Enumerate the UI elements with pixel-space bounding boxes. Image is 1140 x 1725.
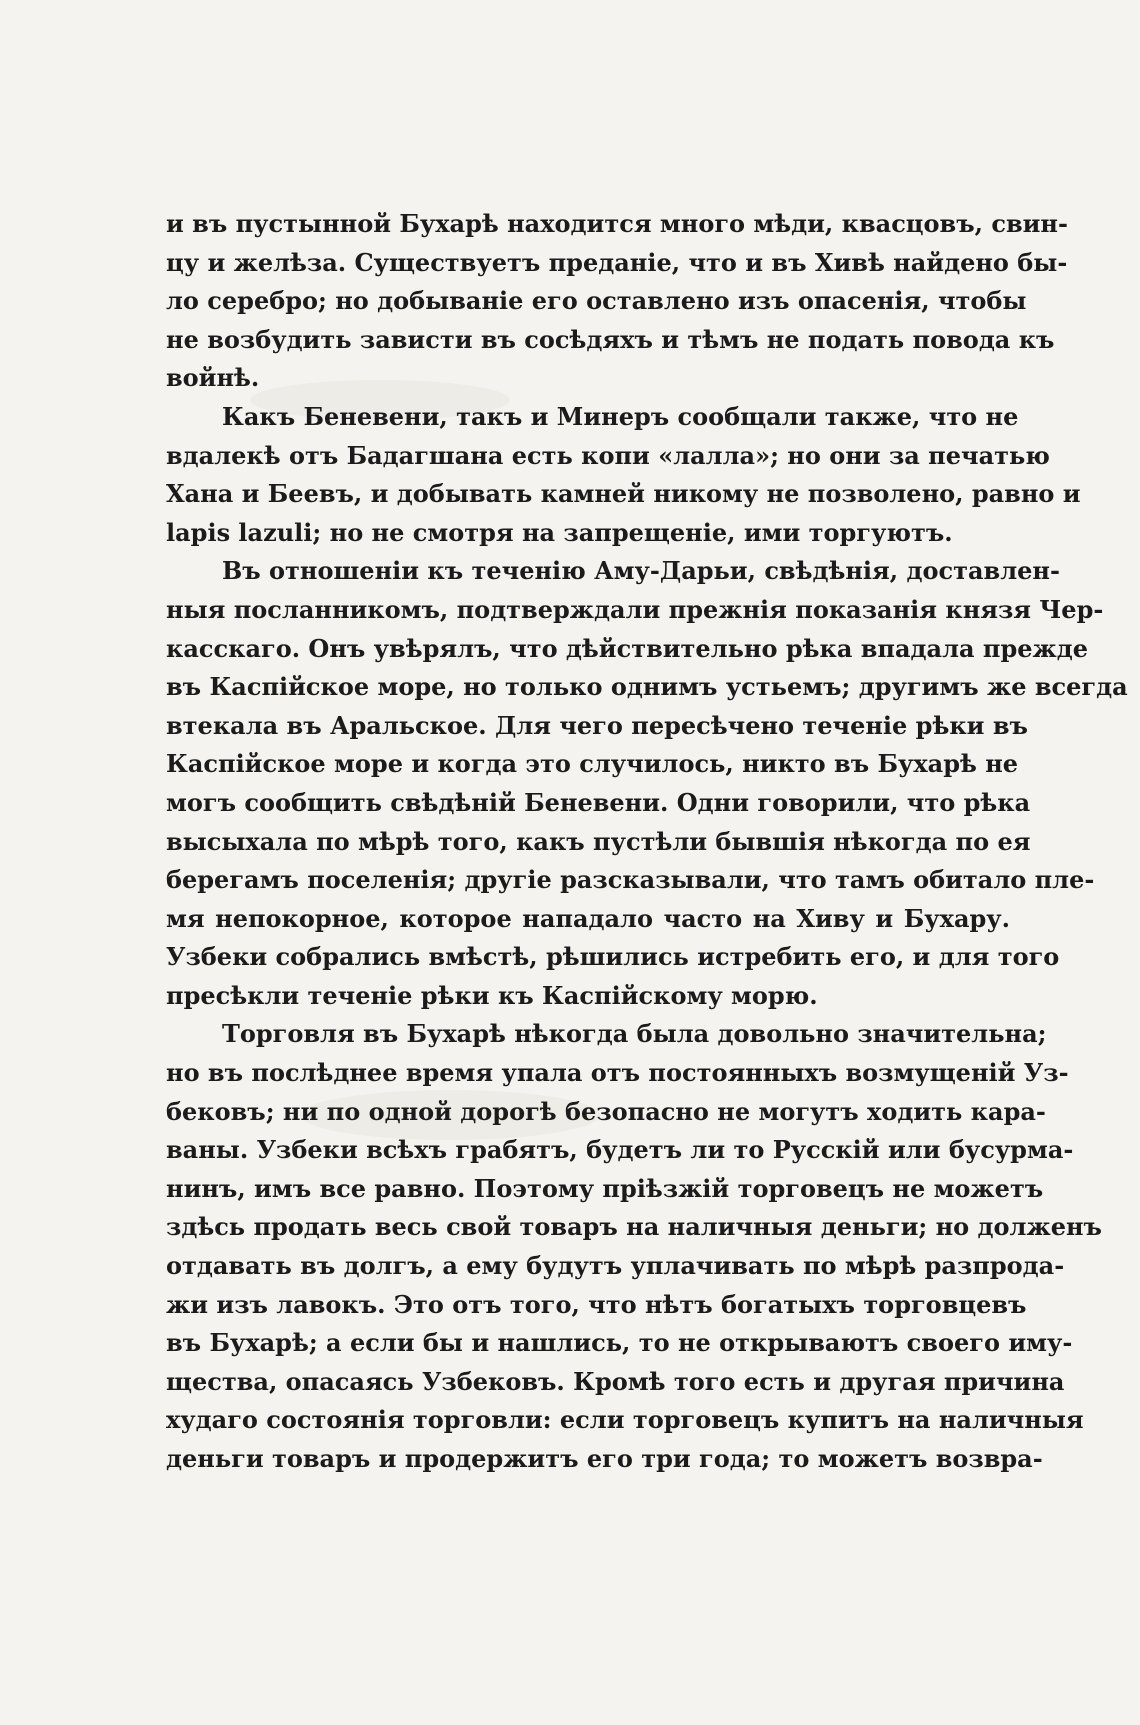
paragraph [166, 205, 1068, 398]
text-line: ваны. Узбеки всѣхъ грабятъ, будетъ ли то Русскій или бусурма- [166, 1135, 1074, 1165]
text-line: могъ сообщить свѣдѣній Беневени. Одни говорили, что рѣка [166, 787, 1031, 817]
text-line: въ Каспійское море, но только однимъ устьемъ; другимъ же всегда [166, 672, 1128, 702]
text-line: жи изъ лавокъ. Это отъ того, что нѣтъ богатыхъ торговцевъ [166, 1289, 1027, 1319]
text-line: худаго состоянія торговли: если торговецъ купитъ на наличныя [166, 1405, 1084, 1435]
text-line: цу и желѣза. Существуетъ преданіе, что и въ Хивѣ найдено бы- [166, 247, 1068, 277]
text-line: Хана и Беевъ, и добывать камней никому не позволено, равно и [166, 479, 1081, 509]
text-line: нинъ, имъ все равно. Поэтому пріѣзжій торговецъ не можетъ [166, 1173, 1044, 1203]
text-line: бековъ; ни по одной дорогѣ безопасно не могутъ ходить кара- [166, 1096, 1046, 1126]
text-line: и въ пустынной Бухарѣ находится много мѣди, квасцовъ, свин- [166, 209, 1068, 238]
text-line: въ Бухарѣ; а если бы и нашлись, то не открываютъ своего иму- [166, 1328, 1073, 1358]
text-line: здѣсь продать весь свой товаръ на наличныя деньги; но долженъ [166, 1212, 1102, 1242]
paragraph [166, 398, 1081, 552]
text-line: деньги товаръ и продержитъ его три года; то можетъ возвра- [166, 1444, 1043, 1473]
text-line: ло серебро; но добываніе его оставлено изъ опасенія, чтобы [166, 286, 1027, 316]
text-line: но въ послѣднее время упала отъ постоянныхъ возмущеній Уз- [166, 1058, 1069, 1088]
text-line: отдавать въ долгъ, а ему будутъ уплачивать по мѣрѣ разпрода- [166, 1251, 1065, 1281]
text-line: ныя посланникомъ, подтверждали прежнія показанія князя Чер- [166, 594, 1104, 624]
paragraph [166, 1015, 1102, 1478]
text-line: вдалекѣ отъ Бадагшана есть копи «лалла»; но они за печатью [166, 440, 1050, 470]
text-line: lapis lazuli; но не смотря на запрещеніе, ими торгуютъ. [166, 517, 953, 547]
text-line: Въ отношеніи къ теченію Аму-Дарьи, свѣдѣнія, доставлен- [222, 556, 1060, 586]
text-line: высыхала по мѣрѣ того, какъ пустѣли бывшія нѣкогда по ея [166, 826, 1031, 856]
text-line: щества, опасаясь Узбековъ. Кромѣ того есть и другая причина [166, 1366, 1065, 1396]
text-line: Какъ Беневени, такъ и Минеръ сообщали также, что не [222, 401, 1019, 431]
text-line: касскаго. Онъ увѣрялъ, что дѣйствительно рѣка впадала прежде [166, 633, 1089, 663]
text-line: войнѣ. [166, 363, 260, 393]
text-line: не возбудить зависти въ сосѣдяхъ и тѣмъ не подать повода къ [166, 324, 1055, 354]
page-body-text [166, 205, 1128, 1479]
paragraph [166, 552, 1128, 1015]
text-line: втекала въ Аральское. Для чего пересѣчено теченіе рѣки въ [166, 710, 1028, 740]
text-line: берегамъ поселенія; другіе разсказывали, что тамъ обитало пле- [166, 865, 1095, 895]
text-line: Торговля въ Бухарѣ нѣкогда была довольно значительна; [222, 1019, 1047, 1049]
text-line: пресѣкли теченіе рѣки къ Каспійскому морю. [166, 980, 818, 1010]
text-line: Каспійское море и когда это случилось, никто въ Бухарѣ не [166, 749, 1019, 779]
text-line: Узбеки собрались вмѣстѣ, рѣшились истребить его, и для того [166, 942, 1060, 972]
text-line: мя непокорное, которое нападало часто на Хиву и Бухару. [166, 903, 1010, 933]
